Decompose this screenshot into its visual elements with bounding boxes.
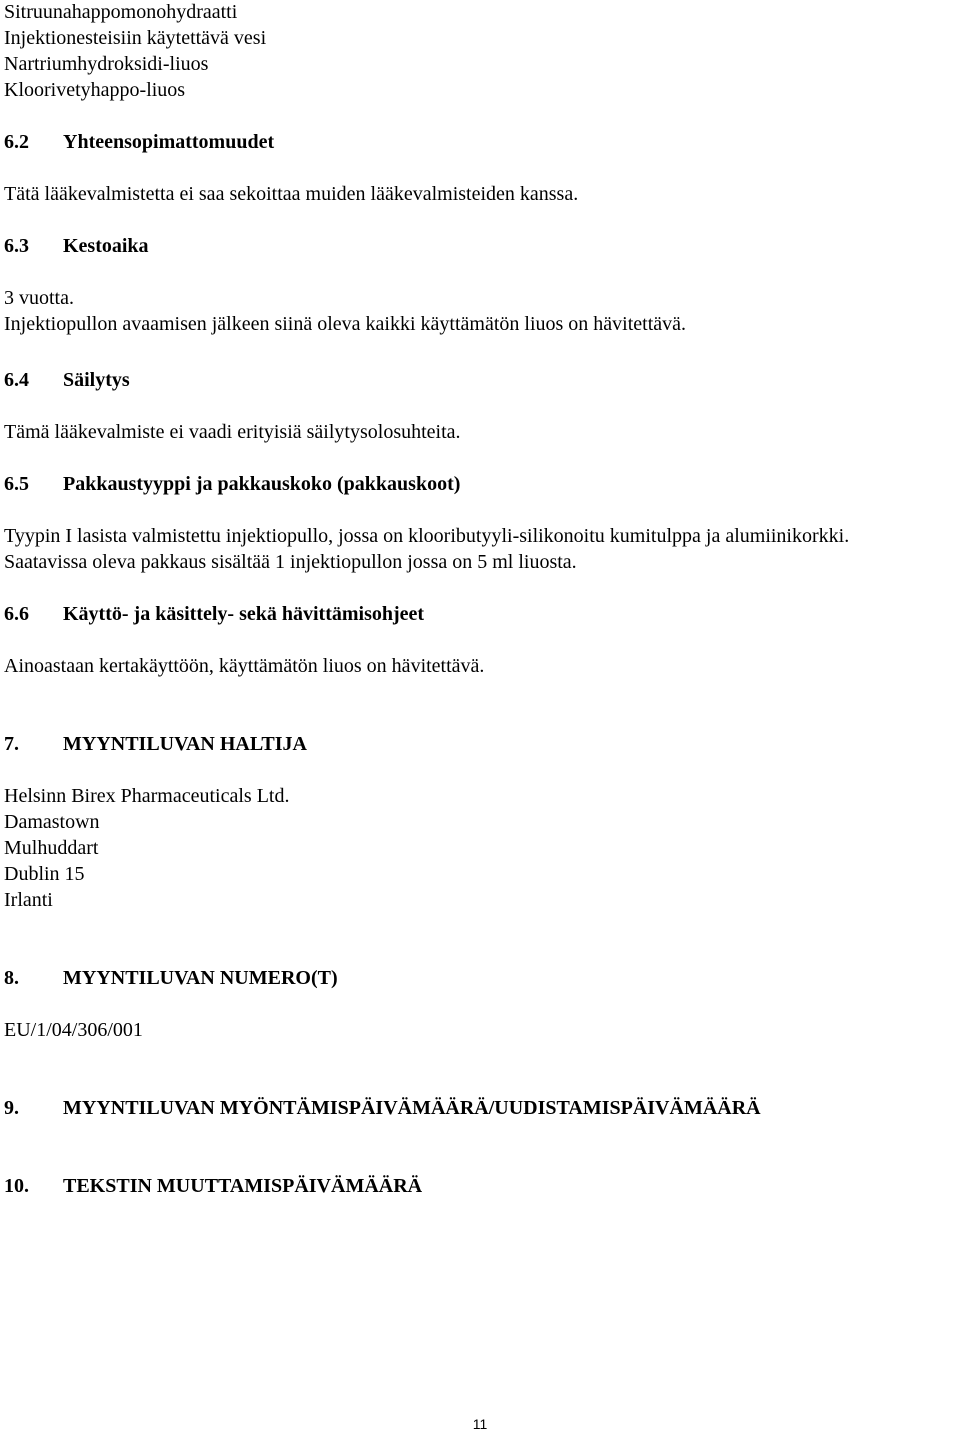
section-text: Tätä lääkevalmistetta ei saa sekoittaa muiden lääkevalmisteiden kanssa. [4,183,579,205]
address-line: Dublin 15 [4,863,85,885]
section-number: 8. [4,967,19,989]
address-line: Irlanti [4,889,53,911]
authorisation-number: EU/1/04/306/001 [4,1019,143,1041]
section-text: Saatavissa oleva pakkaus sisältää 1 injektiopullon jossa on 5 ml liuosta. [4,551,577,573]
excipient-item: Nartriumhydroksidi-liuos [4,53,209,75]
section-heading-9 [4,1096,761,1120]
section-number: 6.2 [4,131,29,153]
section-title: MYYNTILUVAN NUMERO(T) [63,967,338,989]
excipient-item: Sitruunahappomonohydraatti [4,1,238,23]
address-line: Helsinn Birex Pharmaceuticals Ltd. [4,785,290,807]
address-line: Damastown [4,811,100,833]
section-heading-6-2 [4,130,274,154]
section-number: 6.5 [4,473,29,495]
section-number: 10. [4,1175,29,1197]
section-heading-10 [4,1174,422,1198]
section-heading-6-3 [4,234,149,258]
section-heading-8 [4,966,338,990]
section-number: 9. [4,1097,19,1119]
address-line: Mulhuddart [4,837,99,859]
section-title: TEKSTIN MUUTTAMISPÄIVÄMÄÄRÄ [63,1175,423,1197]
section-text: Injektiopullon avaamisen jälkeen siinä oleva kaikki käyttämätön liuos on hävitettävä. [4,313,687,335]
section-number: 6.4 [4,369,29,391]
section-title: MYYNTILUVAN HALTIJA [63,733,307,755]
section-number: 6.3 [4,235,29,257]
section-text: 3 vuotta. [4,287,74,309]
section-number: 6.6 [4,603,29,625]
excipient-item: Injektionesteisiin käytettävä vesi [4,27,267,49]
page-number: 11 [472,1416,488,1432]
section-heading-6-5 [4,472,460,496]
section-title: Pakkaustyyppi ja pakkauskoko (pakkauskoot) [63,473,461,495]
section-text: Tämä lääkevalmiste ei vaadi erityisiä säilytysolosuhteita. [4,421,461,443]
section-number: 7. [4,733,19,755]
section-title: MYYNTILUVAN MYÖNTÄMISPÄIVÄMÄÄRÄ/UUDISTAMISPÄIVÄMÄÄRÄ [63,1097,761,1119]
excipient-item: Kloorivetyhappo-liuos [4,79,186,101]
section-title: Säilytys [63,369,130,391]
section-title: Kestoaika [63,235,149,257]
section-text: Ainoastaan kertakäyttöön, käyttämätön liuos on hävitettävä. [4,655,485,677]
section-text: Tyypin I lasista valmistettu injektiopullo, jossa on klooributyyli-silikonoitu kumitulppa ja alumiinikorkki. [4,525,850,547]
section-title: Käyttö- ja käsittely- sekä hävittämisohjeet [63,603,425,625]
section-title: Yhteensopimattomuudet [63,131,275,153]
section-heading-7 [4,732,307,756]
section-heading-6-6 [4,602,424,626]
section-heading-6-4 [4,368,130,392]
